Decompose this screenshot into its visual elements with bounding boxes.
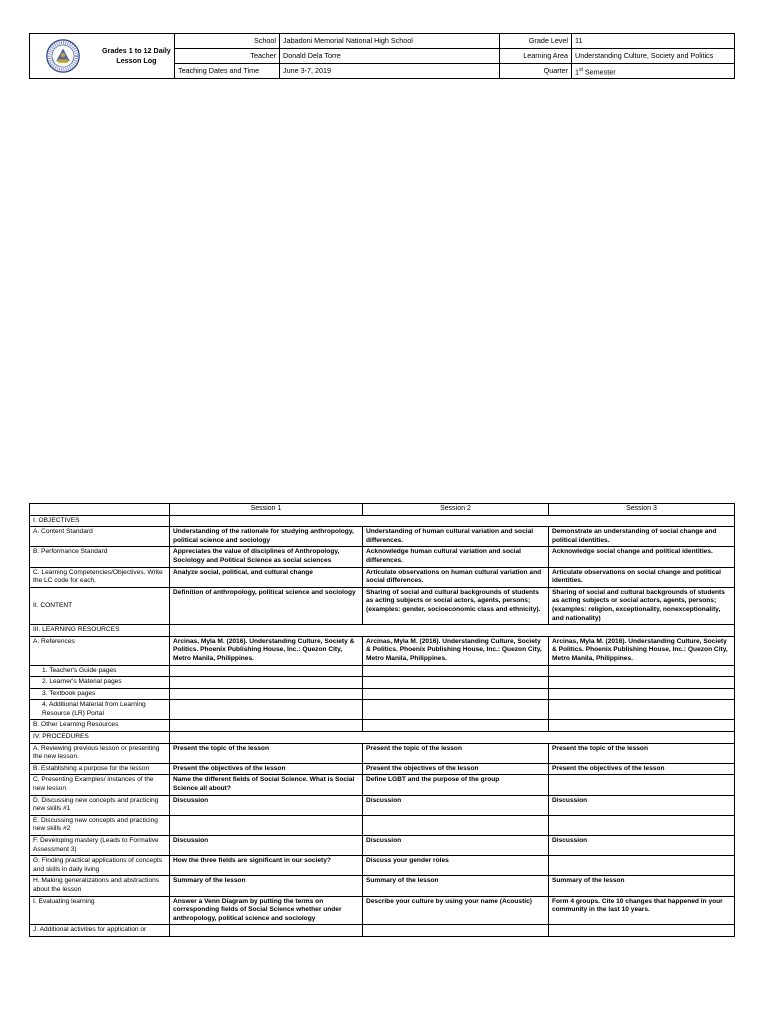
row-label: H. Making generalizations and abstractions about the lesson <box>30 876 170 896</box>
session-3-cell <box>549 925 735 937</box>
session-1-cell <box>170 815 363 835</box>
session-1-cell: Analyze social, political, and cultural change <box>170 567 363 587</box>
session-3-cell: Summary of the lesson <box>549 876 735 896</box>
session-2-cell <box>363 700 549 720</box>
table-row <box>30 896 735 925</box>
session-1-cell: Present the objectives of the lesson <box>170 763 363 775</box>
session-1-cell <box>170 925 363 937</box>
teaching-dates-value: June 3-7, 2019 <box>280 64 500 79</box>
table-row <box>30 636 735 665</box>
session-2-cell: Articulate observations on human cultural variation and social differences. <box>363 567 549 587</box>
table-row <box>30 625 735 637</box>
quarter-value <box>572 64 735 79</box>
session-2-cell <box>363 815 549 835</box>
session-1-cell: Definition of anthropology, political science and sociology <box>170 587 363 624</box>
row-label: 2. Learner's Material pages <box>30 677 170 689</box>
quarter-term: Semester <box>582 67 616 77</box>
row-label: C. Presenting Examples/ instances of the new lesson <box>30 775 170 795</box>
session-3-cell: Demonstrate an understanding of social change and political identities. <box>549 527 735 547</box>
session-3-cell: Present the objectives of the lesson <box>549 763 735 775</box>
session-2-cell: Discussion <box>363 836 549 856</box>
row-label: B. Other Learning Resources <box>30 720 170 732</box>
session-1-cell: Summary of the lesson <box>170 876 363 896</box>
learning-area-label: Learning Area <box>500 49 572 64</box>
document-title <box>102 46 171 66</box>
session-header-row <box>30 504 735 516</box>
table-row <box>30 743 735 763</box>
session-2-cell: Acknowledge human cultural variation and social differences. <box>363 547 549 567</box>
teacher-label: Teacher <box>175 49 280 64</box>
row-label: D. Discussing new concepts and practicing new skills #1 <box>30 795 170 815</box>
section-filler-cell <box>170 515 735 527</box>
session-3-cell <box>549 688 735 700</box>
row-label: B. Establishing a purpose for the lesson <box>30 763 170 775</box>
grade-level-label: Grade Level <box>500 34 572 49</box>
session-2-cell <box>363 925 549 937</box>
table-row <box>30 547 735 567</box>
table-row <box>30 527 735 547</box>
teaching-dates-label: Teaching Dates and Time <box>175 64 280 79</box>
table-row <box>30 587 735 624</box>
row-label: 1. Teacher's Guide pages <box>30 665 170 677</box>
quarter-number: 1 <box>575 67 579 77</box>
table-row <box>30 925 735 937</box>
row-label: A. Reviewing previous lesson or presenting the new lesson. <box>30 743 170 763</box>
logo-cell <box>30 34 175 79</box>
session-2-cell: Define LGBT and the purpose of the group <box>363 775 549 795</box>
session-2-cell <box>363 720 549 732</box>
session-3-cell: Present the topic of the lesson <box>549 743 735 763</box>
table-row <box>30 732 735 744</box>
table-row <box>30 700 735 720</box>
table-row <box>30 775 735 795</box>
row-label: 4. Additional Material from Learning Resource (LR) Portal <box>30 700 170 720</box>
session-2-cell <box>363 677 549 689</box>
table-row <box>30 876 735 896</box>
row-label: G. Finding practical applications of concepts and skills in daily living <box>30 856 170 876</box>
session-2-cell: Present the topic of the lesson <box>363 743 549 763</box>
table-row <box>30 567 735 587</box>
session-3-cell: Arcinas, Myla M. (2016). Understanding Culture, Society & Politics. Phoenix Publishing House, Inc.: Quezon City, Metro Manila, Philippines. <box>549 636 735 665</box>
session-1-cell: Appreciates the value of disciplines of Anthropology, Sociology and Political Science as social sciences <box>170 547 363 567</box>
session-3-header: Session 3 <box>549 504 735 516</box>
document-title-line1: Grades 1 to 12 Daily <box>102 46 171 56</box>
table-row <box>30 688 735 700</box>
session-3-cell: Articulate observations on social change and political identities. <box>549 567 735 587</box>
table-row <box>30 665 735 677</box>
session-3-cell: Discussion <box>549 795 735 815</box>
table-row <box>30 763 735 775</box>
session-1-cell <box>170 677 363 689</box>
row-label: 3. Textbook pages <box>30 688 170 700</box>
school-value: Jabadoni Memorial National High School <box>280 34 500 49</box>
session-3-cell <box>549 815 735 835</box>
session-3-cell: Sharing of social and cultural backgrounds of students as acting subjects or social actors, agents, persons; (examples: religion, exceptionality, nonexceptionality, and nationality) <box>549 587 735 624</box>
session-1-cell: Arcinas, Myla M. (2016). Understanding Culture, Society & Politics. Phoenix Publishing House, Inc.: Quezon City, Metro Manila, Philippines. <box>170 636 363 665</box>
session-1-cell <box>170 688 363 700</box>
session-2-cell: Describe your culture by using your name (Acoustic) <box>363 896 549 925</box>
table-row <box>30 795 735 815</box>
row-label: A. Content Standard <box>30 527 170 547</box>
section-filler-cell <box>170 625 735 637</box>
session-2-cell: Discussion <box>363 795 549 815</box>
row-label: J. Additional activities for application or <box>30 925 170 937</box>
lesson-log-body <box>30 504 735 937</box>
table-row <box>30 515 735 527</box>
session-3-cell <box>549 856 735 876</box>
empty-corner-cell <box>30 504 170 516</box>
session-1-cell <box>170 665 363 677</box>
row-label: B. Performance Standard <box>30 547 170 567</box>
session-2-cell: Present the objectives of the lesson <box>363 763 549 775</box>
session-2-header: Session 2 <box>363 504 549 516</box>
row-label: E. Discussing new concepts and practicing new skills #2 <box>30 815 170 835</box>
learning-area-value: Understanding Culture, Society and Politics <box>572 49 735 64</box>
table-row <box>30 815 735 835</box>
table-row <box>30 856 735 876</box>
session-3-cell: Form 4 groups. Cite 10 changes that happened in your community in the last 10 years. <box>549 896 735 925</box>
session-2-cell: Arcinas, Myla M. (2016). Understanding Culture, Society & Politics. Phoenix Publishing House, Inc.: Quezon City, Metro Manila, Philippines. <box>363 636 549 665</box>
row-label: C. Learning Competencies/Objectives. Write the LC code for each. <box>30 567 170 587</box>
session-1-cell: Discussion <box>170 836 363 856</box>
session-3-cell: Discussion <box>549 836 735 856</box>
document-title-line2: Lesson Log <box>116 56 157 66</box>
table-row <box>30 720 735 732</box>
row-label: II. CONTENT <box>30 587 170 624</box>
row-label: A. References <box>30 636 170 665</box>
session-1-cell: Answer a Venn Diagram by putting the terms on corresponding fields of Social Science whether under anthropology, political science and sociology <box>170 896 363 925</box>
session-2-cell <box>363 665 549 677</box>
session-2-cell: Discuss your gender roles <box>363 856 549 876</box>
grade-level-value: 11 <box>572 34 735 49</box>
school-label: School <box>175 34 280 49</box>
session-3-cell <box>549 677 735 689</box>
session-1-cell: Understanding of the rationale for studying anthropology, political science and sociology <box>170 527 363 547</box>
session-1-cell: Name the different fields of Social Science. What is Social Science all about? <box>170 775 363 795</box>
lesson-log-header <box>29 33 735 79</box>
row-label: IV. PROCEDURES <box>30 732 170 744</box>
table-row <box>30 836 735 856</box>
section-filler-cell <box>170 732 735 744</box>
session-2-cell: Sharing of social and cultural backgrounds of students as acting subjects or social actors, agents, persons; (examples: gender, socioeconomic class and ethnicity). <box>363 587 549 624</box>
session-3-cell: Acknowledge social change and political identities. <box>549 547 735 567</box>
quarter-suffix: st <box>579 67 583 73</box>
row-label: I. OBJECTIVES <box>30 515 170 527</box>
teacher-value: Donald Dela Torre <box>280 49 500 64</box>
session-2-cell <box>363 688 549 700</box>
row-label: I. Evaluating learning <box>30 896 170 925</box>
session-1-header: Session 1 <box>170 504 363 516</box>
session-2-cell: Summary of the lesson <box>363 876 549 896</box>
session-3-cell <box>549 700 735 720</box>
lesson-log-table <box>29 503 735 937</box>
deped-seal-icon <box>46 39 80 73</box>
row-label: F. Developing mastery (Leads to Formative Assessment 3) <box>30 836 170 856</box>
session-3-cell <box>549 775 735 795</box>
session-2-cell: Understanding of human cultural variation and social differences. <box>363 527 549 547</box>
table-row <box>30 677 735 689</box>
session-3-cell <box>549 665 735 677</box>
quarter-label: Quarter <box>500 64 572 79</box>
session-1-cell <box>170 720 363 732</box>
row-label: III. LEARNING RESOURCES <box>30 625 170 637</box>
session-1-cell: Discussion <box>170 795 363 815</box>
session-3-cell <box>549 720 735 732</box>
session-1-cell <box>170 700 363 720</box>
session-1-cell: Present the topic of the lesson <box>170 743 363 763</box>
session-1-cell: How the three fields are significant in our society? <box>170 856 363 876</box>
